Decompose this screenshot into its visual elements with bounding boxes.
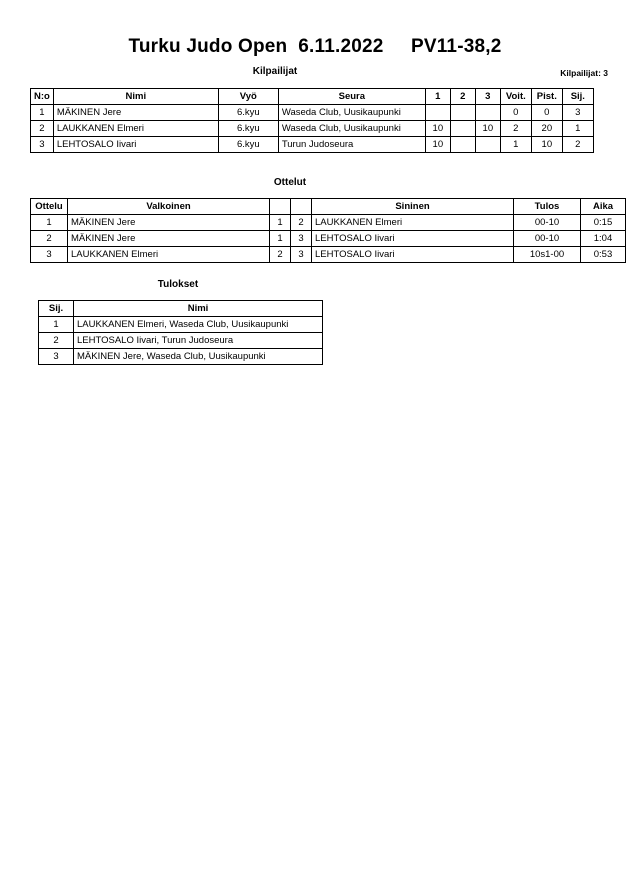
cell-nimi: LAUKKANEN Elmeri	[53, 121, 218, 137]
competitors-table	[30, 88, 594, 153]
competitor-count-label: Kilpailijat: 3	[560, 68, 608, 78]
cell-sij: 2	[39, 333, 74, 349]
cell-nro: 2	[31, 121, 54, 137]
cell-nro: 1	[31, 105, 54, 121]
cell-pist: 10	[531, 137, 562, 153]
cell-vyo: 6.kyu	[218, 105, 278, 121]
column-header-sij: Sij.	[562, 89, 593, 105]
table-row	[39, 349, 323, 365]
table-header-row	[31, 89, 594, 105]
cell-match-1	[425, 105, 450, 121]
column-header-sij: Sij.	[39, 301, 74, 317]
cell-aika: 0:15	[581, 215, 626, 231]
cell-voit: 0	[500, 105, 531, 121]
cell-valkoinen: MÄKINEN Jere	[68, 215, 270, 231]
cell-pist: 0	[531, 105, 562, 121]
cell-seura: Waseda Club, Uusikaupunki	[278, 121, 425, 137]
cell-match-2	[450, 121, 475, 137]
cell-tulos: 10s1-00	[514, 247, 581, 263]
cell-aika: 1:04	[581, 231, 626, 247]
page-title: Turku Judo Open 6.11.2022 PV11-38,2	[128, 36, 502, 57]
cell-match-1: 10	[425, 121, 450, 137]
column-header-voit: Voit.	[500, 89, 531, 105]
cell-white-nro: 1	[270, 231, 291, 247]
cell-valkoinen: MÄKINEN Jere	[68, 231, 270, 247]
cell-match-2	[450, 105, 475, 121]
cell-sininen: LEHTOSALO Iivari	[312, 247, 514, 263]
cell-blue-nro: 3	[291, 247, 312, 263]
cell-seura: Waseda Club, Uusikaupunki	[278, 105, 425, 121]
cell-match-3	[475, 105, 500, 121]
cell-seura: Turun Judoseura	[278, 137, 425, 153]
cell-blue-nro: 3	[291, 231, 312, 247]
competitors-section-caption: Kilpailijat	[252, 66, 298, 77]
column-header-pist: Pist.	[531, 89, 562, 105]
column-header-blue-nro	[291, 199, 312, 215]
matches-table	[30, 198, 626, 263]
cell-valkoinen: LAUKKANEN Elmeri	[68, 247, 270, 263]
cell-nimi: LEHTOSALO Iivari, Turun Judoseura	[74, 333, 323, 349]
cell-nimi: MÄKINEN Jere, Waseda Club, Uusikaupunki	[74, 349, 323, 365]
cell-tulos: 00-10	[514, 215, 581, 231]
cell-sij: 2	[562, 137, 593, 153]
cell-white-nro: 1	[270, 215, 291, 231]
cell-blue-nro: 2	[291, 215, 312, 231]
column-header-white-nro	[270, 199, 291, 215]
table-row	[39, 333, 323, 349]
column-header-nimi: Nimi	[74, 301, 323, 317]
column-header-nimi: Nimi	[53, 89, 218, 105]
table-row	[31, 215, 626, 231]
column-header-valkoinen: Valkoinen	[68, 199, 270, 215]
cell-nimi: LAUKKANEN Elmeri, Waseda Club, Uusikaupunki	[74, 317, 323, 333]
matches-section-caption: Ottelut	[273, 177, 307, 188]
cell-voit: 1	[500, 137, 531, 153]
cell-nimi: MÄKINEN Jere	[53, 105, 218, 121]
table-row	[31, 247, 626, 263]
table-header-row	[39, 301, 323, 317]
cell-white-nro: 2	[270, 247, 291, 263]
cell-ottelu: 2	[31, 231, 68, 247]
column-header-match-2: 2	[450, 89, 475, 105]
cell-match-3: 10	[475, 121, 500, 137]
results-section-caption: Tulokset	[157, 279, 199, 290]
column-header-aika: Aika	[581, 199, 626, 215]
cell-match-2	[450, 137, 475, 153]
column-header-tulos: Tulos	[514, 199, 581, 215]
column-header-seura: Seura	[278, 89, 425, 105]
table-row	[31, 137, 594, 153]
cell-pist: 20	[531, 121, 562, 137]
cell-aika: 0:53	[581, 247, 626, 263]
cell-sij: 3	[39, 349, 74, 365]
cell-match-1: 10	[425, 137, 450, 153]
column-header-sininen: Sininen	[312, 199, 514, 215]
cell-tulos: 00-10	[514, 231, 581, 247]
cell-nimi: LEHTOSALO Iivari	[53, 137, 218, 153]
table-row	[31, 231, 626, 247]
column-header-nro: N:o	[31, 89, 54, 105]
cell-sij: 1	[39, 317, 74, 333]
cell-match-3	[475, 137, 500, 153]
cell-vyo: 6.kyu	[218, 137, 278, 153]
table-row	[39, 317, 323, 333]
cell-sij: 1	[562, 121, 593, 137]
table-row	[31, 121, 594, 137]
cell-nro: 3	[31, 137, 54, 153]
cell-sij: 3	[562, 105, 593, 121]
column-header-vyo: Vyö	[218, 89, 278, 105]
cell-ottelu: 3	[31, 247, 68, 263]
results-table	[38, 300, 323, 365]
cell-ottelu: 1	[31, 215, 68, 231]
cell-sininen: LAUKKANEN Elmeri	[312, 215, 514, 231]
cell-vyo: 6.kyu	[218, 121, 278, 137]
cell-sininen: LEHTOSALO Iivari	[312, 231, 514, 247]
cell-voit: 2	[500, 121, 531, 137]
column-header-ottelu: Ottelu	[31, 199, 68, 215]
table-header-row	[31, 199, 626, 215]
column-header-match-1: 1	[425, 89, 450, 105]
column-header-match-3: 3	[475, 89, 500, 105]
table-row	[31, 105, 594, 121]
